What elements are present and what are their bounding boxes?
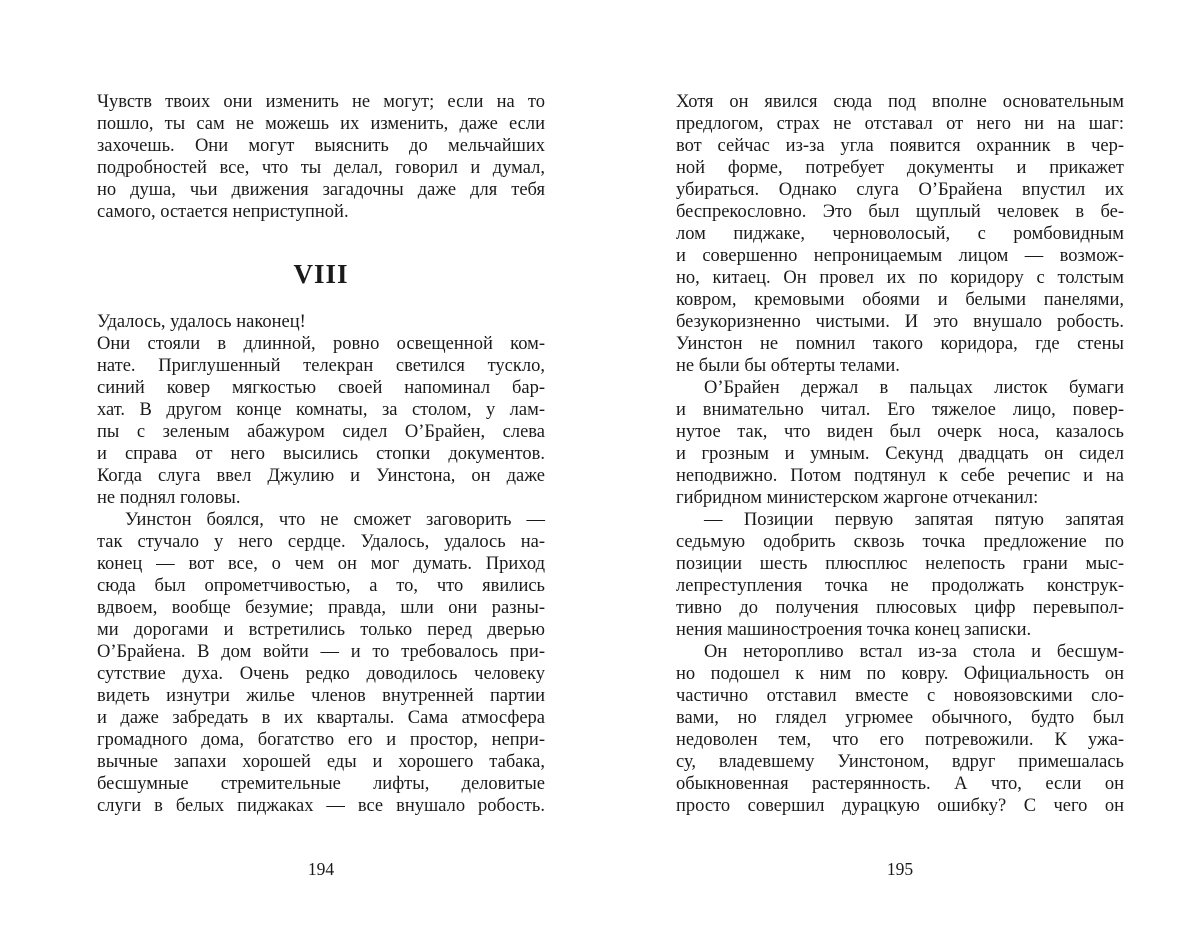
paragraph [97,311,545,333]
text-line: су, владевшему Уинстоном, вдруг примешалась [676,752,1124,772]
text-line: громадного дома, богатство его и простор, непри- [97,730,545,750]
text-line: и совершенно непроницаемым лицом — возмож- [676,246,1124,266]
text-line: и справа от него высились стопки документов. [97,444,545,464]
text-line: Уинстон боялся, что не сможет заговорить — [125,510,545,530]
page-left [97,0,545,937]
text-line: убираться. Однако слуга О’Брайена впустил их [676,180,1124,200]
text-line: Удалось, удалось наконец! [97,312,306,332]
text-line: гибридном министерском жаргоне отчеканил: [676,488,1039,508]
text-line: Чувств твоих они изменить не могут; если на то [97,92,545,112]
text-line: предлогом, страх не отставал от него ни на шаг: [676,114,1124,134]
text-line: слуги в белых пиджаках — все внушало робость. [97,796,545,816]
text-line: сутствие духа. Очень редко доводилось человеку [97,664,545,684]
text-line: тивно до получения плюсовых цифр перевыпол- [676,598,1124,618]
page-right-text-column [676,91,1124,817]
text-line: сюда был опрометчивостью, а то, что явились [97,576,545,596]
text-line: безукоризненно чистыми. И это внушало робость. [676,312,1124,332]
text-line: самого, остается неприступной. [97,202,349,222]
text-line: конец — вот все, о чем он мог думать. Приход [97,554,545,574]
text-line: захочешь. Они могут выяснить до мельчайших [97,136,545,156]
page-right-number: 195 [886,859,914,879]
text-line: Он неторопливо встал из-за стола и бесшум- [704,642,1124,662]
text-line: но, китаец. Он провел их по коридору с толстым [676,268,1124,288]
text-line: вот сейчас из-за угла появится охранник в чер- [676,136,1124,156]
text-line: неподвижно. Потом подтянул к себе речепис и на [676,466,1124,486]
text-line: вами, но глядел угрюмее обычного, будто был [676,708,1124,728]
text-line: видеть изнутри жилье членов внутренней партии [97,686,545,706]
text-line: нения машиностроения точка конец записки. [676,620,1032,640]
text-line: просто совершил дурацкую ошибку? С чего он [676,796,1124,816]
text-line: пы с зеленым абажуром сидел О’Брайен, слева [97,422,545,442]
text-line: ковром, кремовыми обоями и белыми панелями, [676,290,1124,310]
text-line: частично отставил вместе с новоязовскими сло- [676,686,1124,706]
text-line: вычные запахи хорошей еды и хорошего табака, [97,752,545,772]
text-line: беспрекословно. Это был щуплый человек в бе- [676,202,1124,222]
text-line: подробностей все, что ты делал, говорил и думал, [97,158,545,178]
paragraph [97,509,545,817]
text-line: лепреступления точка не продолжать конструк- [676,576,1124,596]
text-line: — Позиции первую запятая пятую запятая [704,510,1124,530]
text-line: недоволен тем, что его потревожили. К ужа- [676,730,1124,750]
text-line: не поднял головы. [97,488,241,508]
text-line: ми дорогами и встретились только перед дверью [97,620,545,640]
text-line: не были бы обтерты телами. [676,356,900,376]
page-left-number: 194 [307,859,335,879]
text-line: синий ковер мягкостью своей напоминал бар- [97,378,545,398]
page-left-text-column [97,91,545,817]
text-line: позиции шесть плюсплюс нелепость грани мыс- [676,554,1124,574]
text-line: Уинстон не помнил такого коридора, где стены [676,334,1124,354]
text-line: хат. В другом конце комнаты, за столом, у лам- [97,400,545,420]
paragraph [97,333,545,509]
text-line: Хотя он явился сюда под вполне основательным [676,92,1124,112]
text-line: но душа, чьи движения загадочны даже для тебя [97,180,545,200]
paragraph [97,91,545,223]
text-line: Они стояли в длинной, ровно освещенной ком- [97,334,545,354]
text-line: обыкновенная растерянность. А что, если он [676,774,1124,794]
text-line: ной форме, потребует документы и прикажет [676,158,1124,178]
paragraph [676,509,1124,641]
text-line: нутое так, что виден был очерк носа, казалось [676,422,1124,442]
text-line: седьмую одобрить сквозь точка предложение по [676,532,1124,552]
text-line: О’Брайена. В дом войти — и то требовалось при- [97,642,545,662]
text-line: бесшумные стремительные лифты, деловитые [97,774,545,794]
text-line: лом пиджаке, черноволосый, с ромбовидным [676,224,1124,244]
text-line: и даже забредать в их кварталы. Сама атмосфера [97,708,545,728]
page-right [676,0,1124,937]
text-line: но подошел к ним по ковру. Официальность он [676,664,1124,684]
text-line: нате. Приглушенный телекран светился тускло, [97,356,545,376]
text-line: пошло, ты сам не можешь их изменить, даже если [97,114,545,134]
text-line: и грозным и умным. Секунд двадцать он сидел [676,444,1124,464]
text-line: так стучало у него сердце. Удалось, удалось на- [97,532,545,552]
text-line: вдвоем, вообще безумие; правда, шли они разны- [97,598,545,618]
paragraph [676,377,1124,509]
text-line: О’Брайен держал в пальцах листок бумаги [704,378,1124,398]
paragraph [676,91,1124,377]
paragraph [676,641,1124,817]
text-line: Когда слуга ввел Джулию и Уинстона, он даже [97,466,545,486]
chapter-heading: VIII [293,259,349,289]
text-line: и внимательно читал. Его тяжелое лицо, повер- [676,400,1124,420]
